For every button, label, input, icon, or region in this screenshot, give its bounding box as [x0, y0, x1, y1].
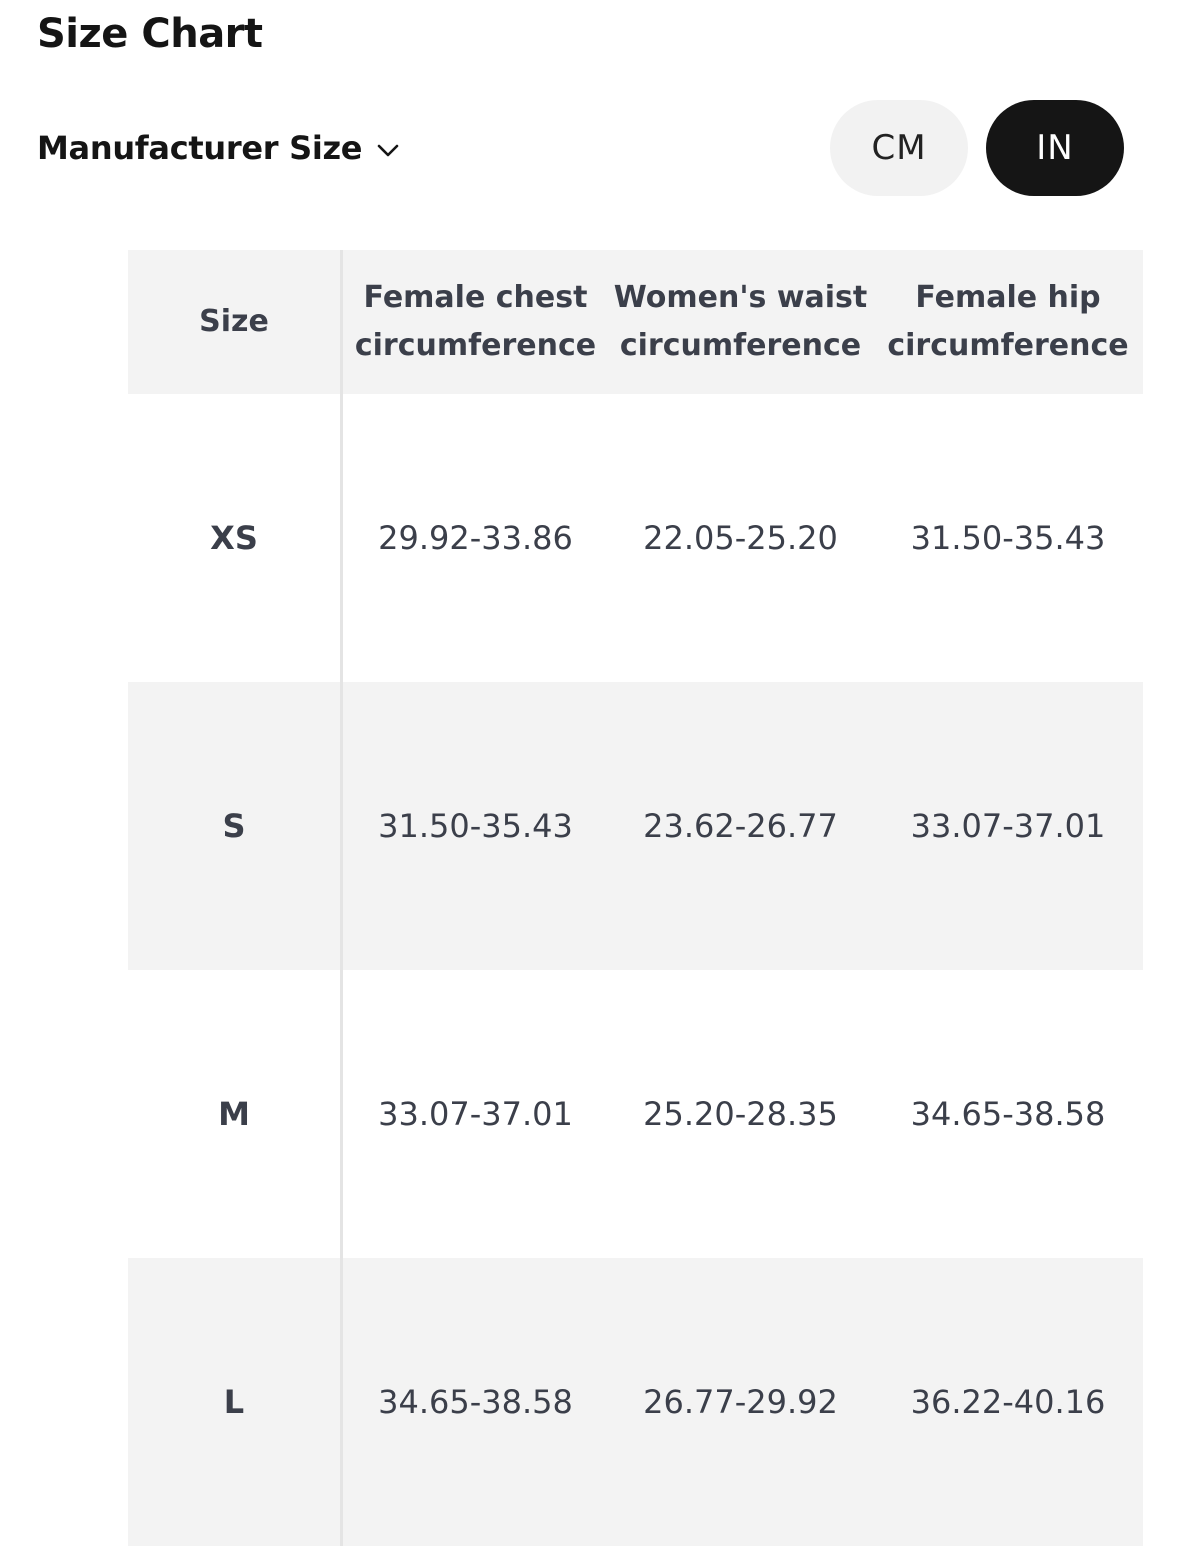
unit-cm-button[interactable]: CM	[830, 100, 968, 196]
size-chart-table	[128, 250, 1143, 1546]
table-row	[128, 970, 1143, 1258]
hip-cell: 33.07-37.01	[910, 807, 1106, 845]
table-row	[128, 682, 1143, 970]
hip-cell: 36.22-40.16	[910, 1383, 1106, 1421]
hip-cell: 31.50-35.43	[910, 519, 1106, 557]
size-cell: M	[128, 970, 343, 1258]
size-cell: XS	[128, 394, 343, 682]
header-hip: Female hip circumference	[887, 280, 1129, 363]
header-waist: Women's waist circumference	[613, 280, 868, 363]
waist-cell: 25.20-28.35	[643, 1095, 838, 1133]
chest-cell: 33.07-37.01	[378, 1095, 573, 1133]
chevron-down-icon	[374, 136, 402, 164]
hip-cell: 34.65-38.58	[910, 1095, 1106, 1133]
size-cell: S	[128, 682, 343, 970]
table-row	[128, 394, 1143, 682]
size-cell: L	[128, 1258, 343, 1546]
chest-cell: 31.50-35.43	[378, 807, 573, 845]
manufacturer-size-label: Manufacturer Size	[37, 129, 363, 167]
header-size: Size	[128, 250, 343, 394]
chest-cell: 29.92-33.86	[378, 519, 573, 557]
chest-cell: 34.65-38.58	[378, 1383, 573, 1421]
unit-in-button[interactable]: IN	[986, 100, 1124, 196]
header-chest: Female chest circumference	[354, 280, 597, 363]
waist-cell: 26.77-29.92	[643, 1383, 838, 1421]
waist-cell: 23.62-26.77	[643, 807, 838, 845]
table-row	[128, 1258, 1143, 1546]
manufacturer-size-dropdown[interactable]	[37, 124, 402, 172]
table-header-row	[128, 250, 1143, 394]
waist-cell: 22.05-25.20	[643, 519, 838, 557]
page-title: Size Chart	[37, 11, 263, 57]
